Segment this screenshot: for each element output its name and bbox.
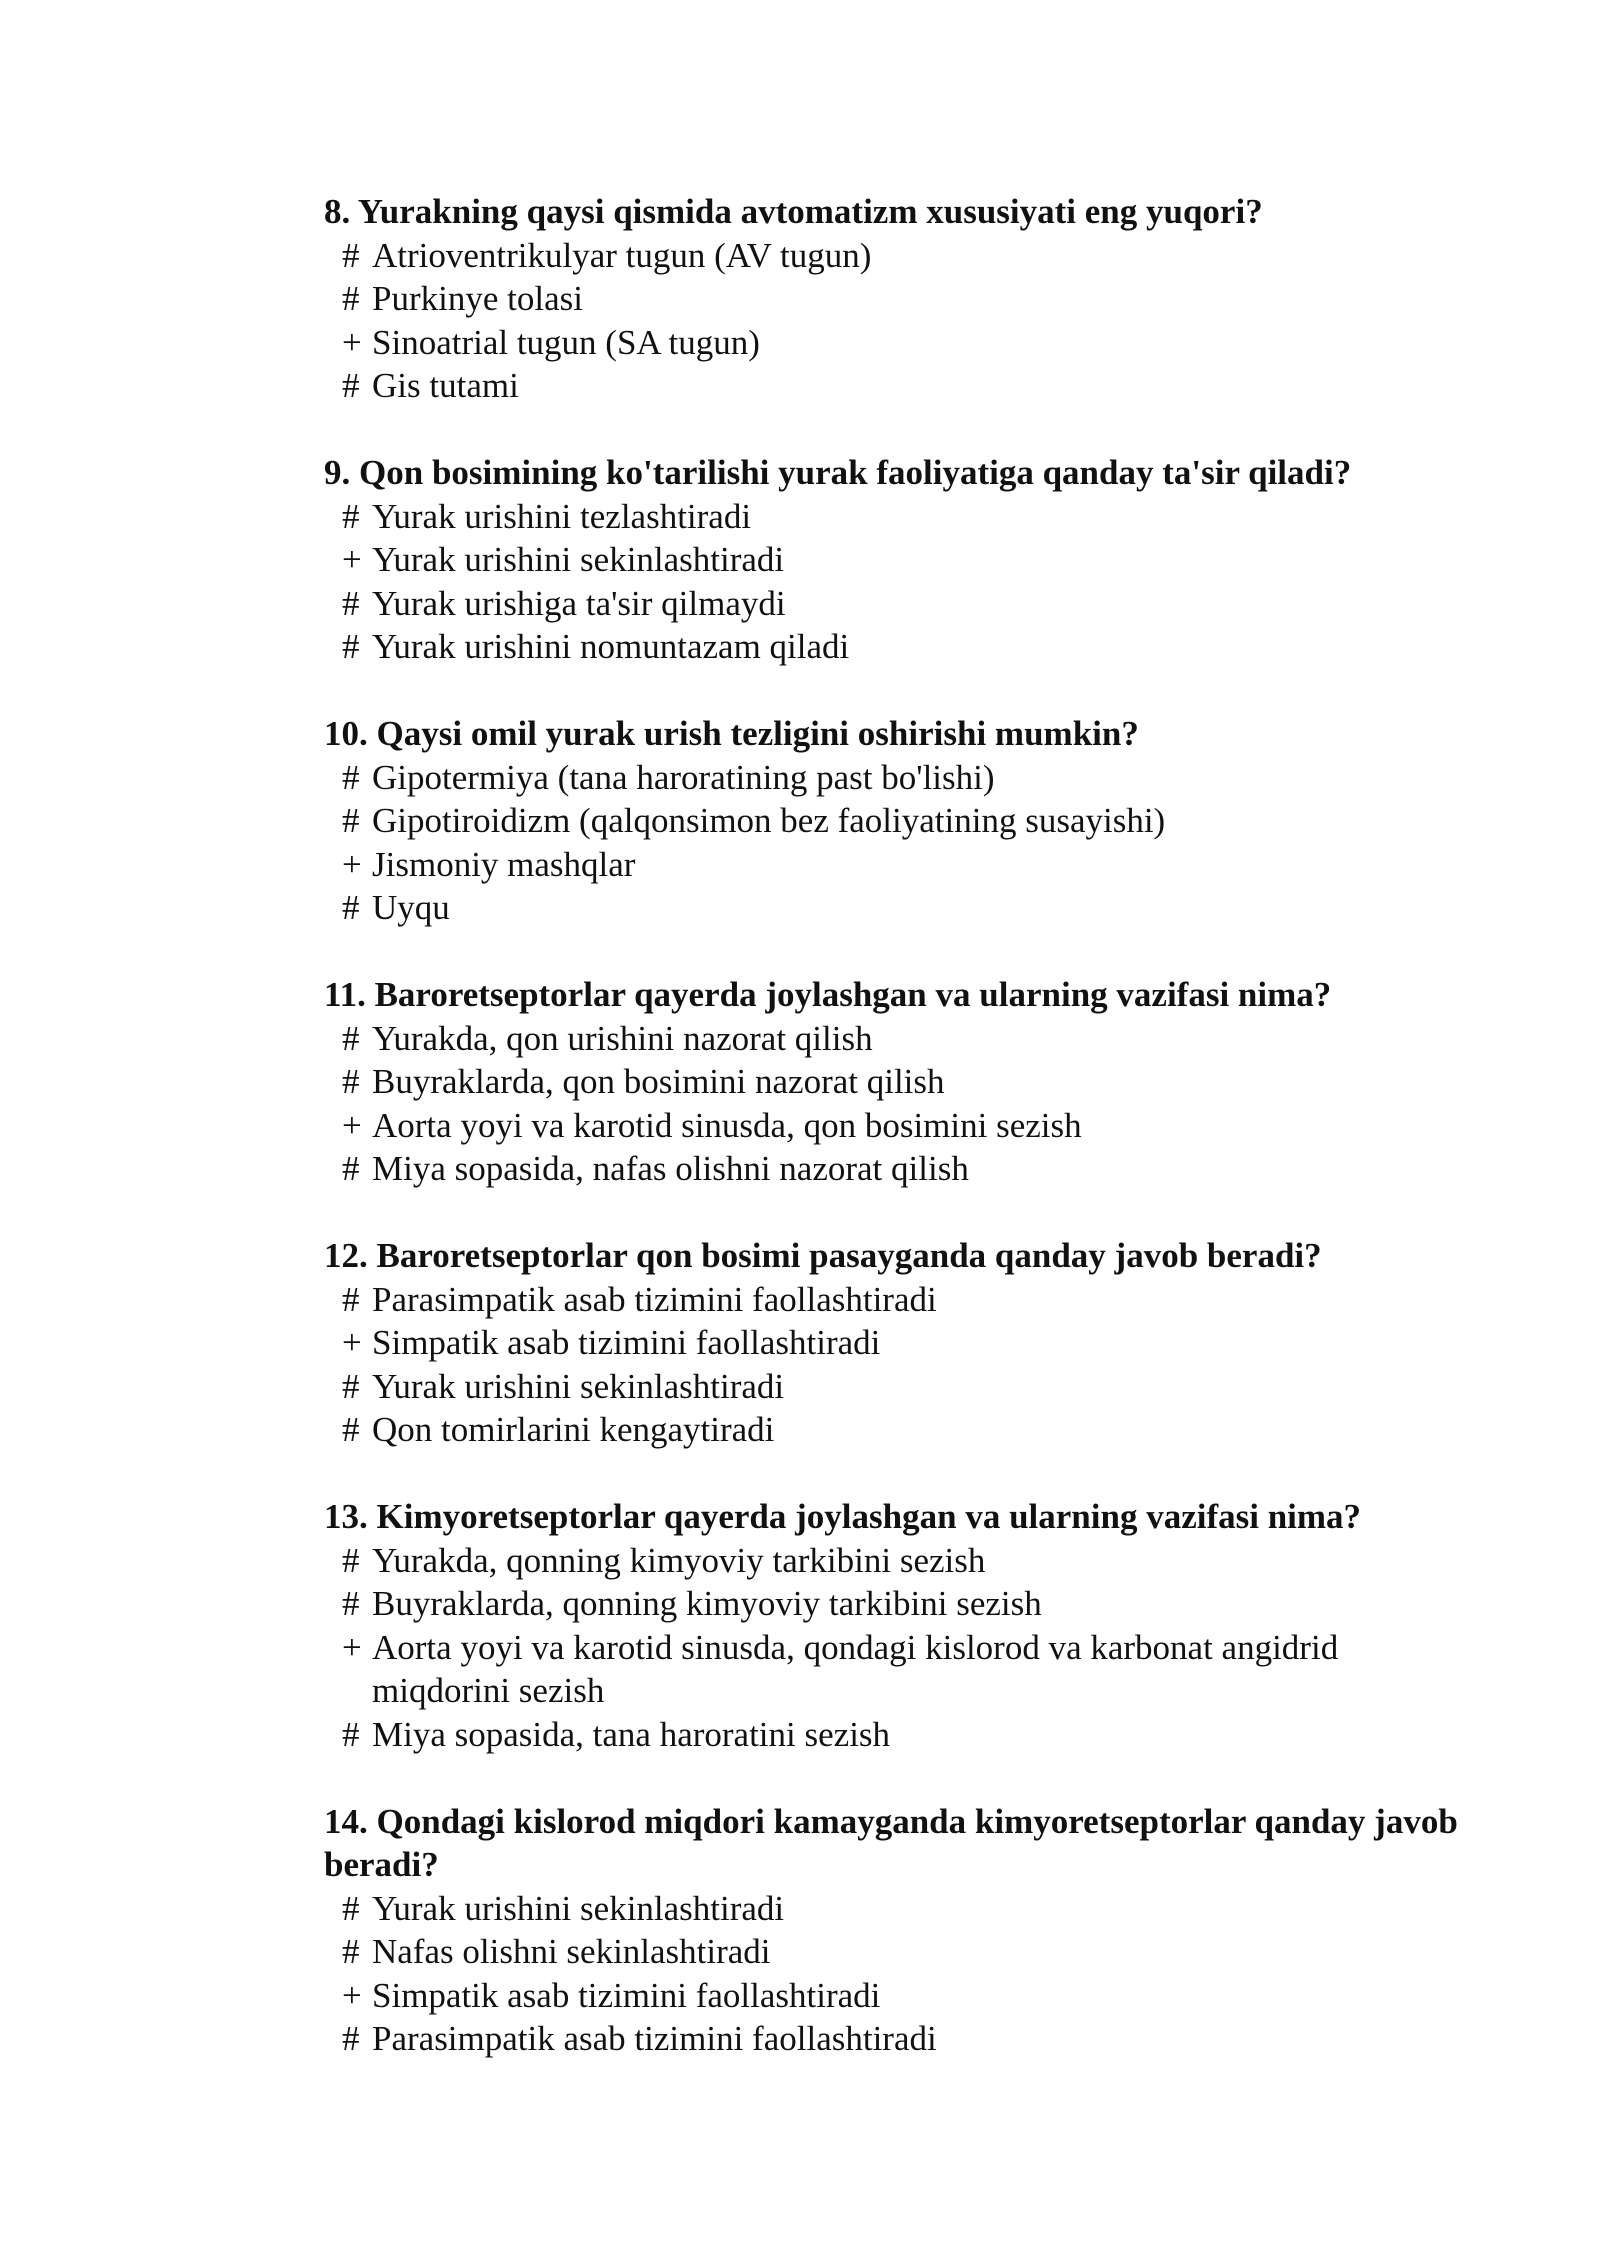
answer-option: [324, 1278, 1474, 1322]
question-title: 14. Qondagi kislorod miqdori kamayganda kimyoretseptorlar qanday javob beradi?: [324, 1801, 1458, 1884]
question-title: 9. Qon bosimining ko'tarilishi yurak faoliyatiga qanday ta'sir qiladi?: [324, 453, 1352, 492]
option-text: Yurak urishini sekinlashtiradi: [372, 1888, 785, 1928]
answer-option: [324, 1582, 1474, 1626]
answer-option: [324, 277, 1474, 321]
answer-option: [324, 886, 1474, 930]
answer-option: [324, 1713, 1474, 1757]
option-text: Parasimpatik asab tizimini faollashtiradi: [372, 1279, 937, 1319]
question-14: [324, 1800, 1474, 2061]
option-text: Simpatik asab tizimini faollashtiradi: [372, 1975, 881, 2015]
option-marker: #: [342, 801, 360, 840]
option-marker: #: [342, 1149, 360, 1188]
question-10: [324, 712, 1474, 930]
option-marker: #: [342, 1540, 360, 1580]
answer-option: [324, 2017, 1474, 2061]
option-text: Aorta yoyi va karotid sinusda, qon bosimini sezish: [372, 1105, 1082, 1145]
option-marker: #: [342, 366, 360, 405]
option-text: Jismoniy mashqlar: [372, 844, 636, 884]
option-marker: #: [342, 1366, 360, 1406]
option-marker: #: [342, 888, 360, 927]
option-marker: #: [342, 1018, 360, 1058]
option-marker: #: [342, 1584, 360, 1623]
question-title: 13. Kimyoretseptorlar qayerda joylashgan va ularning vazifasi nima?: [324, 1497, 1362, 1536]
answer-option: [324, 582, 1474, 626]
answer-option: [324, 1017, 1474, 1061]
option-marker: +: [342, 1323, 362, 1362]
option-marker: #: [342, 279, 360, 318]
answer-option: [324, 1147, 1474, 1191]
option-marker: +: [342, 844, 362, 884]
answer-option: [324, 1408, 1474, 1452]
option-marker: #: [342, 627, 360, 666]
question-title: 10. Qaysi omil yurak urish tezligini oshirishi mumkin?: [324, 714, 1139, 753]
option-text: Yurak urishini nomuntazam qiladi: [372, 627, 850, 666]
option-text: Miya sopasida, tana haroratini sezish: [372, 1714, 891, 1754]
option-marker: #: [342, 1062, 360, 1101]
question-list: [324, 190, 1474, 2104]
question-12: [324, 1234, 1474, 1452]
answer-option: [324, 1365, 1474, 1409]
answer-options: [324, 1017, 1474, 1191]
answer-option: [324, 756, 1474, 800]
option-text: Sinoatrial tugun (SA tugun): [372, 322, 760, 362]
option-text: Purkinye tolasi: [372, 279, 583, 318]
answer-option-correct: [324, 1104, 1474, 1148]
option-marker: #: [342, 1714, 360, 1754]
option-marker: #: [342, 1410, 360, 1449]
answer-option-correct: [324, 538, 1474, 582]
option-text: Qon tomirlarini kengaytiradi: [372, 1410, 775, 1449]
option-text: Yurakda, qonning kimyoviy tarkibini sezish: [372, 1540, 986, 1580]
option-text: Yurak urishini sekinlashtiradi: [372, 1366, 785, 1406]
option-marker: #: [342, 2019, 360, 2058]
option-text: Yurak urishini tezlashtiradi: [372, 496, 752, 536]
option-text: Aorta yoyi va karotid sinusda, qondagi kislorod va karbonat angidrid miqdorini sezish: [372, 1627, 1339, 1710]
option-text: Yurakda, qon urishini nazorat qilish: [372, 1018, 873, 1058]
option-marker: +: [342, 540, 362, 579]
option-text: Gipotiroidizm (qalqonsimon bez faoliyatining susayishi): [372, 801, 1166, 840]
question-9: [324, 451, 1474, 669]
answer-option: [324, 625, 1474, 669]
option-text: Buyraklarda, qonning kimyoviy tarkibini sezish: [372, 1584, 1042, 1623]
answer-options: [324, 1539, 1474, 1757]
option-text: Gis tutami: [372, 366, 519, 405]
answer-option: [324, 799, 1474, 843]
option-marker: #: [342, 1932, 360, 1971]
question-title: 12. Baroretseptorlar qon bosimi pasayganda qanday javob beradi?: [324, 1236, 1322, 1275]
answer-options: [324, 1278, 1474, 1452]
answer-option-correct: [324, 321, 1474, 365]
option-marker: #: [342, 583, 360, 623]
option-text: Uyqu: [372, 888, 450, 927]
answer-option: [324, 1060, 1474, 1104]
answer-option: [324, 234, 1474, 278]
option-text: Atrioventrikulyar tugun (AV tugun): [372, 235, 872, 275]
option-marker: #: [342, 1279, 360, 1319]
option-marker: #: [342, 235, 360, 275]
option-marker: #: [342, 496, 360, 536]
question-title: 11. Baroretseptorlar qayerda joylashgan va ularning vazifasi nima?: [324, 975, 1332, 1014]
option-text: Yurak urishiga ta'sir qilmaydi: [372, 583, 786, 623]
option-text: Yurak urishini sekinlashtiradi: [372, 540, 785, 579]
option-text: Simpatik asab tizimini faollashtiradi: [372, 1323, 881, 1362]
option-text: Nafas olishni sekinlashtiradi: [372, 1932, 771, 1971]
answer-option: [324, 495, 1474, 539]
answer-option: [324, 1930, 1474, 1974]
answer-option-correct: [324, 1974, 1474, 2018]
answer-option: [324, 1887, 1474, 1931]
option-marker: +: [342, 1627, 362, 1667]
answer-options: [324, 234, 1474, 408]
option-text: Buyraklarda, qon bosimini nazorat qilish: [372, 1062, 945, 1101]
option-marker: +: [342, 1105, 362, 1145]
answer-options: [324, 756, 1474, 930]
option-text: Parasimpatik asab tizimini faollashtiradi: [372, 2019, 937, 2058]
option-marker: #: [342, 1888, 360, 1928]
answer-option: [324, 364, 1474, 408]
option-text: Gipotermiya (tana haroratining past bo'lishi): [372, 757, 995, 797]
option-text: Miya sopasida, nafas olishni nazorat qilish: [372, 1149, 969, 1188]
option-marker: #: [342, 757, 360, 797]
answer-option-correct: [324, 1321, 1474, 1365]
question-11: [324, 973, 1474, 1191]
answer-option-correct: [324, 1626, 1474, 1713]
answer-options: [324, 495, 1474, 669]
question-title: 8. Yurakning qaysi qismida avtomatizm xususiyati eng yuqori?: [324, 192, 1263, 231]
answer-option-correct: [324, 843, 1474, 887]
option-marker: +: [342, 322, 362, 362]
answer-option: [324, 1539, 1474, 1583]
answer-options: [324, 1887, 1474, 2061]
question-13: [324, 1495, 1474, 1756]
option-marker: +: [342, 1975, 362, 2015]
question-8: [324, 190, 1474, 408]
